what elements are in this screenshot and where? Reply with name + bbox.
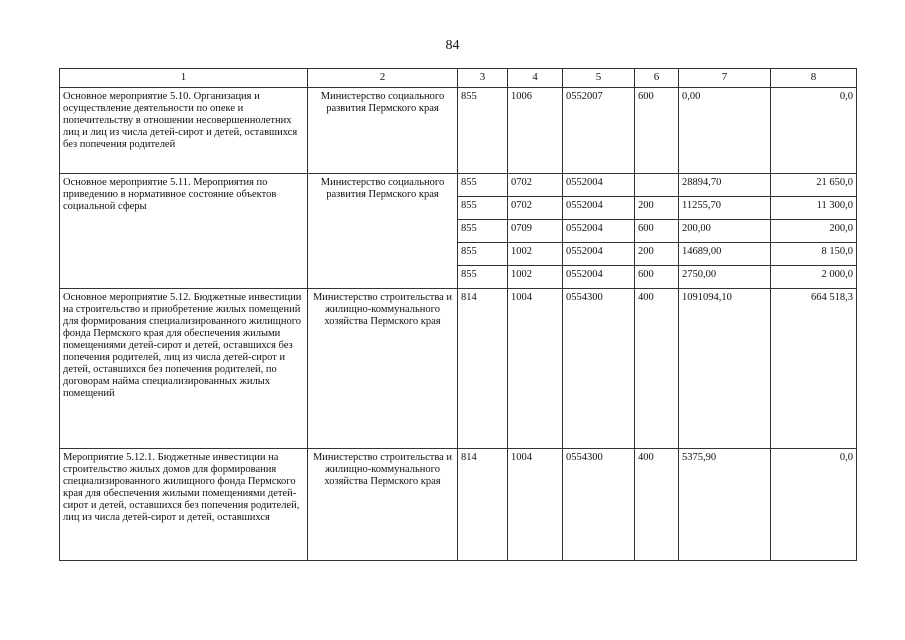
table-row (60, 289, 857, 449)
cell-c8: 2 000,0 (771, 266, 857, 289)
cell-c4: 1002 (508, 266, 563, 289)
cell-c6: 400 (635, 449, 679, 561)
ministry-name: Министерство социального развития Пермского края (308, 174, 458, 289)
cell-c3: 814 (458, 289, 508, 449)
cell-c4: 1004 (508, 449, 563, 561)
cell-c7: 1091094,10 (679, 289, 771, 449)
page-number: 84 (445, 38, 460, 53)
cell-c5: 0552004 (563, 174, 635, 197)
cell-c3: 855 (458, 220, 508, 243)
table-row (60, 88, 857, 174)
cell-c3: 814 (458, 449, 508, 561)
cell-c4: 0702 (508, 174, 563, 197)
ministry-name: Министерство строительства и жилищно-коммунального хозяйства Пермского края (308, 289, 458, 449)
column-header: 3 (458, 69, 508, 88)
cell-c4: 0709 (508, 220, 563, 243)
cell-c8: 200,0 (771, 220, 857, 243)
cell-c5: 0552004 (563, 197, 635, 220)
cell-c3: 855 (458, 197, 508, 220)
cell-c7: 28894,70 (679, 174, 771, 197)
cell-c6: 600 (635, 220, 679, 243)
cell-c5: 0554300 (563, 449, 635, 561)
cell-c8: 8 150,0 (771, 243, 857, 266)
cell-c4: 0702 (508, 197, 563, 220)
cell-c7: 2750,00 (679, 266, 771, 289)
cell-c3: 855 (458, 266, 508, 289)
cell-c8: 21 650,0 (771, 174, 857, 197)
cell-c6: 600 (635, 266, 679, 289)
cell-c4: 1002 (508, 243, 563, 266)
ministry-name: Министерство строительства и жилищно-коммунального хозяйства Пермского края (308, 449, 458, 561)
cell-c8: 11 300,0 (771, 197, 857, 220)
cell-c6: 200 (635, 243, 679, 266)
cell-c6: 400 (635, 289, 679, 449)
column-header: 7 (679, 69, 771, 88)
column-header: 2 (308, 69, 458, 88)
cell-c7: 14689,00 (679, 243, 771, 266)
ministry-name: Министерство социального развития Пермского края (308, 88, 458, 174)
cell-c5: 0552004 (563, 243, 635, 266)
cell-c8: 0,0 (771, 449, 857, 561)
cell-c3: 855 (458, 243, 508, 266)
cell-c7: 0,00 (679, 88, 771, 174)
cell-c8: 664 518,3 (771, 289, 857, 449)
activity-name: Основное мероприятие 5.10. Организация и осуществление деятельности по опеке и попечительству в отношении несовершеннолетних лиц и лиц из числа детей-сирот и детей, оставшихся без попечения родителей (60, 88, 308, 174)
column-header: 4 (508, 69, 563, 88)
cell-c4: 1004 (508, 289, 563, 449)
cell-c3: 855 (458, 174, 508, 197)
cell-c5: 0552007 (563, 88, 635, 174)
column-header: 5 (563, 69, 635, 88)
activity-name: Основное мероприятие 5.12. Бюджетные инвестиции на строительство и приобретение жилых помещений для формирования специализированного жилищного фонда Пермского края для обеспечения жилыми помещениями детей-сирот и детей, оставшихся без попечения родителей, лиц из числа детей-сирот и детей, оставшихся без попечения родителей, по договорам найма специализированных жилых помещений (60, 289, 308, 449)
cell-c6 (635, 174, 679, 197)
column-header: 1 (60, 69, 308, 88)
header-row (60, 69, 857, 88)
cell-c6: 200 (635, 197, 679, 220)
column-header: 8 (771, 69, 857, 88)
activity-name: Мероприятие 5.12.1. Бюджетные инвестиции на строительство жилых домов для формирования специализированного жилищного фонда Пермского края для обеспечения жилыми помещениями детей-сирот и детей, оставшихся без попечения родителей, лиц из числа детей-сирот и детей, оставшихся (60, 449, 308, 561)
cell-c8: 0,0 (771, 88, 857, 174)
cell-c7: 200,00 (679, 220, 771, 243)
column-header: 6 (635, 69, 679, 88)
cell-c5: 0552004 (563, 220, 635, 243)
cell-c5: 0554300 (563, 289, 635, 449)
cell-c6: 600 (635, 88, 679, 174)
cell-c4: 1006 (508, 88, 563, 174)
table-row (60, 449, 857, 561)
activity-name: Основное мероприятие 5.11. Мероприятия по приведению в нормативное состояние объектов социальной сферы (60, 174, 308, 289)
cell-c5: 0552004 (563, 266, 635, 289)
cell-c7: 5375,90 (679, 449, 771, 561)
cell-c3: 855 (458, 88, 508, 174)
cell-c7: 11255,70 (679, 197, 771, 220)
budget-table (59, 68, 857, 561)
table-row (60, 174, 857, 197)
